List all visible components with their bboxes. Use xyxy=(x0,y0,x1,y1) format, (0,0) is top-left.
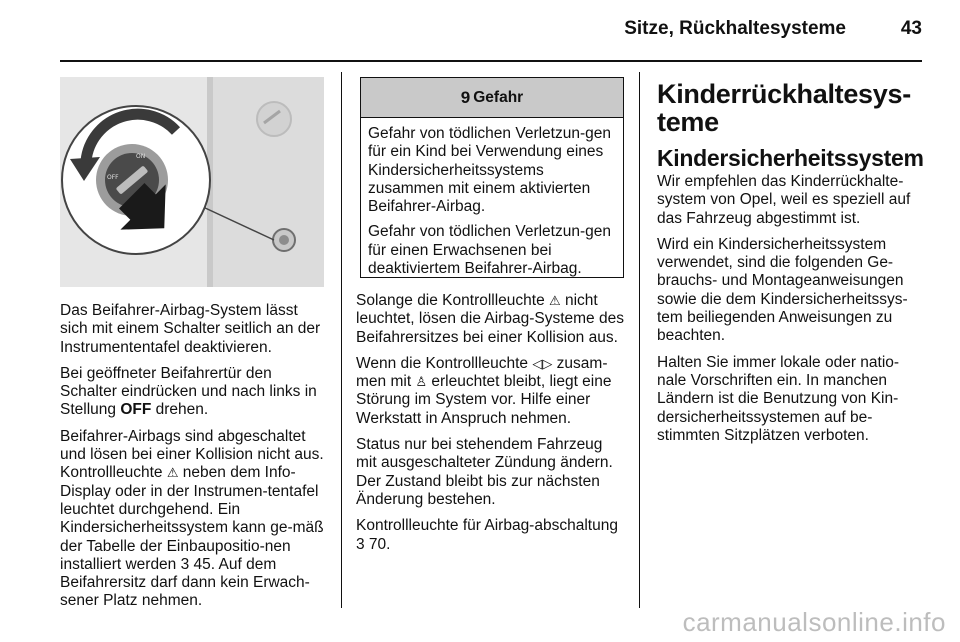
column3-para2: Wird ein Kindersicherheitssystem verwendet, sind die folgenden Ge-brauchs- und Montageanweisungen sowie die dem Kindersicherheitssys-tem beiliegenden Anweisungen zu beachten. xyxy=(657,235,908,345)
column2-para1-text: Solange die Kontrollleuchte xyxy=(356,292,550,309)
header-rule xyxy=(60,60,922,62)
column-2 xyxy=(356,292,626,562)
section-heading: Kinderrückhaltesys-teme xyxy=(657,79,911,137)
column3-para3: Halten Sie immer lokale oder natio-nale Vorschriften ein. In manchen Ländern ist die Benutzung von Kin-dersicherheitssystemen auf be-stimmten Sitzplätzen verboten. xyxy=(657,353,900,444)
subsection-heading: Kindersicherheitssystem xyxy=(657,145,924,171)
switch-off-label: OFF xyxy=(107,174,119,181)
column1-para3-end: 45. Auf dem Beifahrersitz darf dann kein Erwach-sener Platz nehmen. xyxy=(60,555,310,610)
column2-para1-end: nicht leuchtet, lösen die Airbag-Systeme des Beifahrersitzes bei einer Kollision aus. xyxy=(356,292,624,346)
column2-para2-end: erleuchtet bleibt, liegt eine Störung im System vor. Hilfe einer Werkstatt in Anspruch nehmen. xyxy=(356,373,612,427)
page-title: Sitze, Rückhaltesysteme xyxy=(624,18,846,39)
column-divider-2 xyxy=(639,72,640,608)
column2-para1 xyxy=(356,292,626,347)
column1-para3-text: Beifahrer-Airbags sind abgeschaltet und lösen bei einer Kollision nicht aus. Kontrollleuchte xyxy=(60,427,324,482)
danger-title: Gefahr xyxy=(473,88,524,106)
column3-para1: Wir empfehlen das Kinderrückhalte-system von Opel, weil es speziell auf das Fahrzeug abgestimmt ist. xyxy=(657,173,911,227)
danger-para2: Gefahr von tödlichen Verletzun-gen für einen Erwachsenen bei deaktiviertem Beifahrer-Airbag. xyxy=(368,223,611,278)
danger-warning-box xyxy=(360,77,624,278)
danger-header xyxy=(361,78,623,118)
seatbelt-reminder-icon: ♙ xyxy=(415,374,428,390)
page-ref-arrow: 3 xyxy=(180,555,190,573)
column-1 xyxy=(60,302,328,619)
danger-body xyxy=(361,118,623,278)
column2-para2 xyxy=(356,355,626,428)
column1-para2-text: Bei geöffneter Beifahrertür den Schalter eindrücken und nach links in Stellung xyxy=(60,364,317,419)
column1-para1: Das Beifahrer-Airbag-System lässt sich mit einem Schalter seitlich an der Instrumententafel deaktivieren. xyxy=(60,302,321,356)
switch-on-label: ON xyxy=(136,153,146,160)
off-position-label: OFF xyxy=(120,401,152,419)
airbag-off-lamp-icon: ⚠ xyxy=(166,465,179,481)
column2-para2-text: Wenn die Kontrollleuchte xyxy=(356,354,533,372)
column1-para3-mid: neben dem Info-Display oder in der Instrumen-tentafel leuchtet durchgehend. Ein Kindersicherheitssystem kann ge-mäß der Tabelle der Einbaupositio-nen installiert werden xyxy=(60,464,324,573)
column-3 xyxy=(657,80,925,453)
column-divider-1 xyxy=(341,72,342,608)
danger-warning-icon: 9 xyxy=(460,87,471,107)
danger-para1: Gefahr von tödlichen Verletzun-gen für ein Kind bei Verwendung eines Kindersicherheitssystems zusammen mit einem aktivierten Beifahrer-Airbag. xyxy=(368,125,611,216)
page-header xyxy=(60,18,922,48)
airbag-warning-icon: ◁▷ xyxy=(532,355,553,371)
airbag-switch-illustration xyxy=(60,77,324,287)
column2-para4-text: Kontrollleuchte für Airbag-abschaltung xyxy=(356,517,618,535)
page-number: 43 xyxy=(900,18,922,39)
watermark: carmanualsonline.info xyxy=(682,607,946,637)
column1-para2 xyxy=(60,365,328,420)
airbag-switch-figure xyxy=(60,77,324,287)
page-ref-arrow: 3 xyxy=(356,535,365,553)
column2-para3: Status nur bei stehendem Fahrzeug mit ausgeschalteter Zündung ändern. Der Zustand bleibt bis zur nächsten Änderung bestehen. xyxy=(356,436,613,508)
column2-para4 xyxy=(356,517,626,554)
airbag-off-lamp-icon: ⚠ xyxy=(549,293,561,308)
column2-para2-mid: zusam-men mit xyxy=(356,354,608,391)
column1-para3 xyxy=(60,428,328,611)
column1-para2-end: drehen. xyxy=(151,401,209,419)
column2-para4-end: 70. xyxy=(364,535,391,553)
